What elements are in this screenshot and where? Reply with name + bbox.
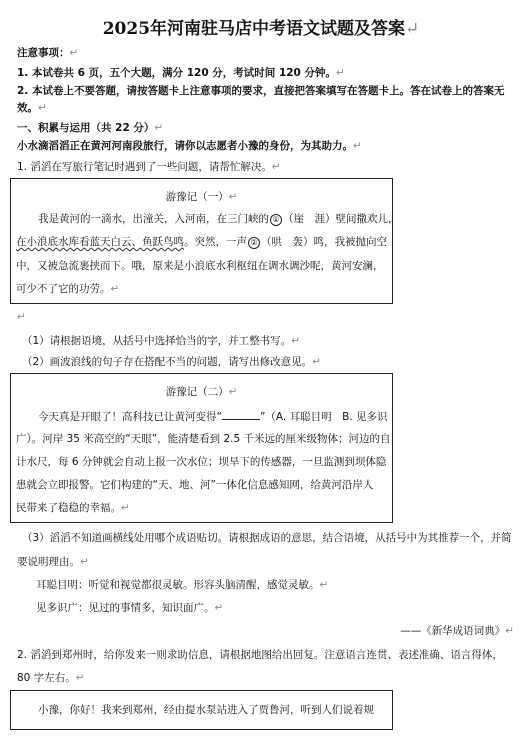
idiom-definition-1	[36, 578, 328, 592]
box-2-line-5-text: 民带来了稳稳的幸福。	[16, 502, 121, 514]
paragraph-mark: ↵	[228, 386, 238, 398]
box-2-line-5	[16, 501, 130, 515]
notes-heading	[17, 46, 78, 60]
section-1-intro	[17, 139, 362, 153]
notes-item-2-line-2	[17, 101, 47, 115]
question-2-text-2: 80 字左右。	[17, 672, 76, 684]
box-1-line-2a: 。突然，一声	[184, 236, 247, 248]
box-2-title-text: 游豫记（二）	[165, 386, 229, 398]
box-1-line-1	[38, 212, 399, 226]
box-1-title	[11, 189, 392, 204]
paragraph-mark: ↵	[405, 19, 420, 39]
section-1-heading-text: 一、积累与运用（共 22 分）	[17, 122, 155, 134]
paragraph-mark: ↵	[154, 122, 164, 134]
dictionary-source-text: ——《新华成语词典》	[400, 625, 506, 637]
box-1-line-2	[16, 235, 387, 249]
reply-box	[10, 690, 393, 730]
dictionary-source	[400, 624, 514, 638]
paragraph-mark: ↵	[228, 191, 238, 203]
paragraph-mark: ↵	[336, 67, 345, 79]
title-text: 2025年河南驻马店中考语文试题及答案	[102, 19, 406, 39]
paragraph-mark: ↵	[69, 47, 79, 59]
blank-marker-1: ①	[270, 214, 282, 226]
idiom-blank-line	[222, 409, 260, 420]
box-1-line-3-text: 中，又被急流裹挟而下。哦，原来是小浪底水利枢纽在调水调沙呢，黄河安澜，	[16, 260, 384, 272]
section-1-heading	[17, 121, 163, 135]
question-1-text: 1. 滔滔在写旅行笔记时遇到了一些问题，请帮忙解决。	[17, 161, 272, 173]
box-1-line-4	[16, 282, 119, 296]
sub-question-2-text: （2）画波浪线的句子存在搭配不当的问题，请写出修改意见。	[22, 356, 313, 368]
sub-question-3-text-2: 要说明理由。	[17, 556, 80, 568]
notes-item-2-line-1	[17, 84, 504, 98]
sub-question-3-text-1: （3）滔滔不知道画横线处用哪个成语贴切。请根据成语的意思，结合语境，从括号中为其推荐一个，并简	[22, 532, 512, 544]
question-2-line-1	[17, 648, 503, 662]
travel-note-box-2	[10, 373, 393, 523]
box-2-title	[11, 384, 392, 399]
box-2-line-3	[16, 455, 386, 469]
notes-item-1	[17, 66, 345, 80]
question-1-prompt	[17, 160, 281, 174]
paragraph-mark: ↵	[75, 672, 85, 684]
paragraph-mark: ↵	[80, 556, 89, 568]
notes-item-2-text-2: 效。	[17, 102, 38, 114]
paragraph-mark: ↵	[271, 161, 281, 173]
empty-paragraph	[17, 310, 26, 324]
box-1-line-3	[16, 259, 384, 273]
box-2-line-1b: ”（A. 耳聪目明 B. 见多识	[259, 411, 388, 423]
box-1-title-text: 游豫记（一）	[165, 191, 229, 203]
sub-question-3-line-1	[22, 531, 512, 545]
idiom-definition-2	[36, 601, 223, 615]
wavy-underlined-sentence: 在小浪底水库看蓝天白云、鱼跃鸟鸣	[16, 236, 184, 248]
box-1-line-4-text: 可少不了它的功劳。	[16, 283, 111, 295]
box-2-line-1a: 今天真是开眼了！高科技已让黄河变得“	[38, 411, 222, 423]
box-2-line-4	[16, 478, 373, 492]
paragraph-mark: ↵	[353, 140, 362, 152]
box-1-line-1a: 我是黄河的一滴水，出潼关，入河南，在三门峡的	[38, 213, 269, 225]
blank-marker-2: ②	[248, 237, 260, 249]
box-2-line-2-text: 广）。河岸 35 米高空的“天眼”，能清楚看到 2.5 千米远的厘米级物体；河边的自	[16, 433, 391, 445]
paragraph-mark: ↵	[121, 502, 130, 514]
sub-question-1	[22, 334, 300, 348]
question-2-line-2	[17, 671, 85, 685]
reply-line-1	[38, 703, 374, 717]
travel-note-box-1	[10, 178, 399, 304]
document-title	[0, 18, 522, 40]
box-2-line-2	[16, 432, 391, 446]
idiom-definition-1-text: 耳聪目明：听觉和视觉都很灵敏。形容头脑清醒，感觉灵敏。	[36, 579, 320, 591]
sub-question-1-text: （1）请根据语境，从括号中选择恰当的字，并工整书写。	[22, 335, 292, 347]
section-1-intro-text: 小水滴滔滔正在黄河河南段旅行，请你以志愿者小豫的身份，为其助力。	[17, 140, 353, 152]
paragraph-mark: ↵	[505, 625, 514, 637]
paragraph-mark: ↵	[214, 602, 224, 614]
notes-item-1-text: 1. 本试卷共 6 页，五个大题，满分 120 分，考试时间 120 分钟。	[17, 67, 337, 79]
box-2-line-4-text: 患就会立即报警。它们构建的“天、地、河”一体化信息感知网，给黄河沿岸人	[16, 479, 374, 491]
box-1-line-1b: （崖 涯）壁间撒欢儿，	[283, 213, 399, 225]
idiom-definition-2-text: 见多识广：见过的事情多，知识面广。	[36, 602, 215, 614]
paragraph-mark: ↵	[110, 283, 120, 295]
box-2-line-1	[38, 409, 387, 424]
sub-question-3-line-2	[17, 555, 89, 569]
sub-question-2	[22, 355, 321, 369]
box-1-line-2b: （哄 轰）鸣，我被抛向空	[261, 236, 387, 248]
notes-item-2-text-1: 2. 本试卷上不要答题，请按答题卡上注意事项的要求，直接把答案填写在答题卡上。答在试卷上的答案无	[17, 85, 505, 97]
paragraph-mark: ↵	[312, 356, 321, 368]
notes-heading-text: 注意事项：	[17, 47, 70, 59]
paragraph-mark: ↵	[291, 335, 300, 347]
reply-line-1-text: 小豫，你好！我来到郑州，经由提水泵站进入了贾鲁河，听到人们说着规	[38, 704, 374, 716]
paragraph-mark: ↵	[38, 102, 47, 114]
question-2-text-1: 2. 滔滔到郑州时，给你发来一则求助信息，请根据地图给出回复。注意语言连贯、表述准确、语言得体，	[17, 649, 503, 661]
paragraph-mark: ↵	[319, 579, 329, 591]
paragraph-mark: ↵	[17, 311, 26, 323]
box-2-line-3-text: 计水尺，每 6 分钟就会自动上报一次水位；坝旱下的传感器，一旦监测到坝体隐	[16, 456, 387, 468]
